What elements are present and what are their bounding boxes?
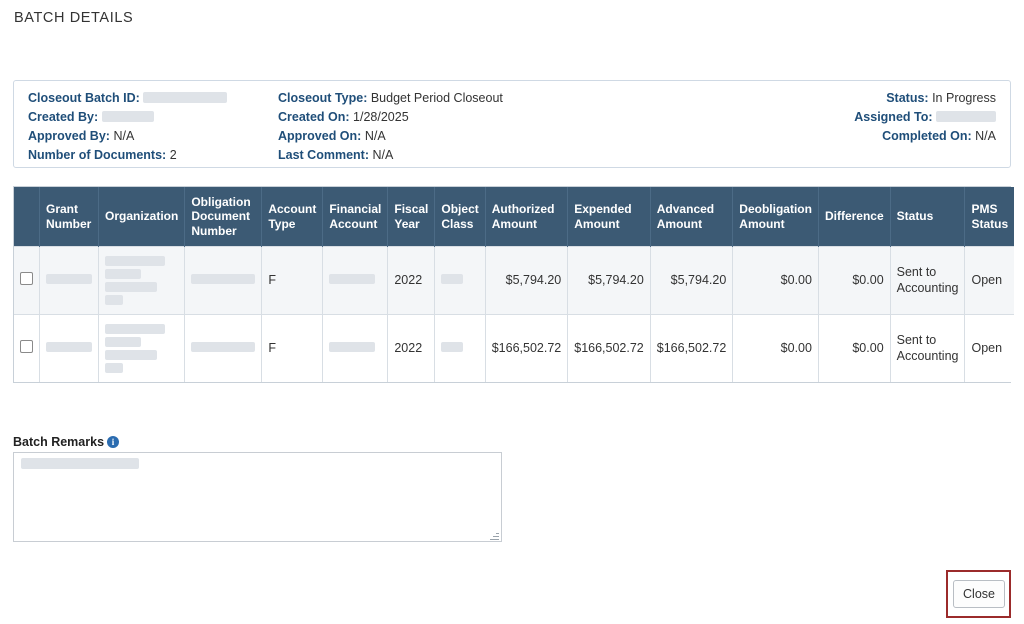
- cell-advanced-amount: $166,502.72: [650, 315, 733, 383]
- redacted-value: [329, 274, 375, 284]
- column-header-status: Status: [890, 187, 965, 247]
- field-value: Budget Period Closeout: [370, 91, 503, 105]
- field-value: N/A: [372, 148, 394, 162]
- field-label: Last Comment:: [278, 148, 369, 162]
- cell-object-class: [435, 315, 485, 383]
- redacted-value: [105, 269, 141, 279]
- row-select-cell[interactable]: [14, 247, 40, 315]
- cell-authorized-amount: $5,794.20: [485, 247, 568, 315]
- summary-field-status: [768, 91, 996, 105]
- summary-field-created-on: [278, 110, 768, 124]
- field-label: Completed On:: [882, 129, 972, 143]
- column-header-fiscal-year: Fiscal Year: [388, 187, 435, 247]
- field-label: Approved On:: [278, 129, 362, 143]
- close-button[interactable]: Close: [953, 580, 1005, 608]
- batch-summary-grid: [28, 91, 996, 162]
- batch-summary-panel: [13, 80, 1011, 168]
- redacted-value: [191, 342, 255, 352]
- column-header-obligation-document-number: Obligation Document Number: [185, 187, 262, 247]
- field-label: Closeout Type:: [278, 91, 368, 105]
- cell-grant-number: [40, 315, 99, 383]
- redacted-value: [105, 256, 165, 266]
- cell-account-type: F: [262, 247, 323, 315]
- field-value: In Progress: [932, 91, 996, 105]
- column-header-organization: Organization: [99, 187, 185, 247]
- redacted-value: [102, 111, 154, 122]
- cell-obligation-document-number: [185, 315, 262, 383]
- column-header-pms-status: PMS Status: [965, 187, 1014, 247]
- cell-deobligation-amount: $0.00: [733, 315, 819, 383]
- redacted-value: [46, 274, 92, 284]
- cell-status: Sent to Accounting: [890, 315, 965, 383]
- cell-status: Sent to Accounting: [890, 247, 965, 315]
- summary-field-spacer: [768, 148, 996, 162]
- field-value: 1/28/2025: [353, 110, 409, 124]
- cell-difference: $0.00: [818, 247, 890, 315]
- table-row[interactable]: [14, 247, 1014, 315]
- cell-expended-amount: $166,502.72: [568, 315, 651, 383]
- field-label: Number of Documents:: [28, 148, 167, 162]
- table-row[interactable]: [14, 315, 1014, 383]
- summary-field-closeout-batch-id: [28, 91, 278, 105]
- redacted-value: [191, 274, 255, 284]
- cell-advanced-amount: $5,794.20: [650, 247, 733, 315]
- cell-authorized-amount: $166,502.72: [485, 315, 568, 383]
- redacted-value: [105, 282, 157, 292]
- summary-field-completed-on: [768, 129, 996, 143]
- column-header-advanced-amount: Advanced Amount: [650, 187, 733, 247]
- redacted-value: [441, 342, 463, 352]
- field-value: 2: [169, 148, 177, 162]
- documents-table: [13, 186, 1011, 383]
- cell-organization: [99, 315, 185, 383]
- field-value: N/A: [364, 129, 386, 143]
- cell-object-class: [435, 247, 485, 315]
- field-value: N/A: [113, 129, 135, 143]
- field-label: Created On:: [278, 110, 350, 124]
- field-label: Created By:: [28, 110, 99, 124]
- column-header-account-type: Account Type: [262, 187, 323, 247]
- cell-deobligation-amount: $0.00: [733, 247, 819, 315]
- column-header-deobligation-amount: Deobligation Amount: [733, 187, 819, 247]
- cell-fiscal-year: 2022: [388, 315, 435, 383]
- column-header-expended-amount: Expended Amount: [568, 187, 651, 247]
- field-label: Closeout Batch ID:: [28, 91, 140, 105]
- field-label: Approved By:: [28, 129, 110, 143]
- cell-obligation-document-number: [185, 247, 262, 315]
- page-title: BATCH DETAILS: [14, 10, 134, 26]
- redacted-value: [329, 342, 375, 352]
- redacted-value: [105, 337, 141, 347]
- redacted-value: [105, 363, 123, 373]
- field-label: Assigned To:: [854, 110, 933, 124]
- column-header-object-class: Object Class: [435, 187, 485, 247]
- column-header-authorized-amount: Authorized Amount: [485, 187, 568, 247]
- info-icon[interactable]: i: [107, 436, 119, 448]
- cell-account-type: F: [262, 315, 323, 383]
- row-select-cell[interactable]: [14, 315, 40, 383]
- summary-field-approved-by: [28, 129, 278, 143]
- cell-grant-number: [40, 247, 99, 315]
- row-checkbox[interactable]: [20, 272, 33, 285]
- column-header-select: [14, 187, 40, 247]
- summary-field-number-of-documents: [28, 148, 278, 162]
- summary-field-last-comment: [278, 148, 768, 162]
- cell-organization: [99, 247, 185, 315]
- batch-remarks-label: [13, 435, 119, 449]
- redacted-value: [143, 92, 227, 103]
- cell-expended-amount: $5,794.20: [568, 247, 651, 315]
- row-checkbox[interactable]: [20, 340, 33, 353]
- cell-financial-account: [323, 247, 388, 315]
- table-header-row: [14, 187, 1014, 247]
- batch-remarks-input[interactable]: [13, 452, 502, 542]
- summary-field-approved-on: [278, 129, 768, 143]
- cell-pms-status: Open: [965, 315, 1014, 383]
- cell-fiscal-year: 2022: [388, 247, 435, 315]
- cell-difference: $0.00: [818, 315, 890, 383]
- column-header-grant-number: Grant Number: [40, 187, 99, 247]
- redacted-value: [936, 111, 996, 122]
- summary-field-closeout-type: [278, 91, 768, 105]
- summary-field-assigned-to: [768, 110, 996, 124]
- summary-field-created-by: [28, 110, 278, 124]
- redacted-value: [441, 274, 463, 284]
- field-label: Status:: [886, 91, 929, 105]
- redacted-value: [105, 350, 157, 360]
- batch-remarks-label-text: Batch Remarks: [13, 435, 105, 449]
- cell-pms-status: Open: [965, 247, 1014, 315]
- cell-financial-account: [323, 315, 388, 383]
- redacted-value: [46, 342, 92, 352]
- column-header-difference: Difference: [818, 187, 890, 247]
- field-value: N/A: [975, 129, 996, 143]
- column-header-financial-account: Financial Account: [323, 187, 388, 247]
- redacted-value: [105, 295, 123, 305]
- redacted-value: [105, 324, 165, 334]
